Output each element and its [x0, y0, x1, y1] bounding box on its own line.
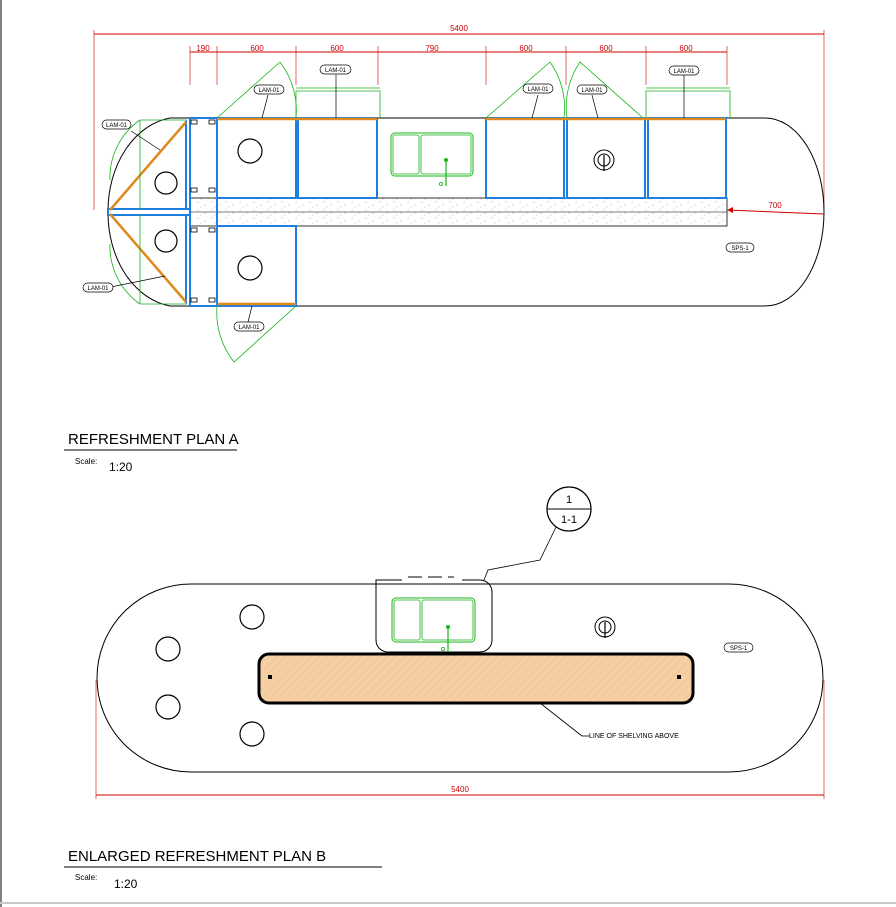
dim-190-label: 190	[196, 44, 210, 53]
svg-text:LAM-01: LAM-01	[324, 68, 347, 74]
shelving-note: LINE OF SHELVING ABOVE	[589, 733, 679, 740]
svg-text:LAM-01: LAM-01	[581, 88, 603, 94]
svg-text:LAM-01: LAM-01	[87, 286, 109, 292]
plan-b-scale-label: Scale:	[75, 873, 98, 882]
dim-overall-label-b: 5400	[451, 785, 469, 794]
svg-text:LAM-01: LAM-01	[238, 325, 260, 331]
dim-overall-label: 5400	[450, 24, 468, 33]
plan-a-scale-label: Scale:	[75, 457, 98, 466]
sink-icon	[392, 598, 475, 652]
svg-text:LAM-01: LAM-01	[105, 123, 128, 129]
lam-tag	[254, 85, 284, 118]
svg-text:LAM-01: LAM-01	[673, 69, 695, 75]
dim-700-label: 700	[768, 201, 782, 210]
plan-b-scale-value: 1:20	[114, 877, 138, 891]
dim-790-label: 790	[425, 44, 439, 53]
svg-text:SPS-1: SPS-1	[731, 246, 749, 252]
sps-tag	[726, 243, 754, 252]
stool-circles	[156, 605, 264, 746]
lam-tag	[669, 66, 699, 118]
plan-a-title: REFRESHMENT PLAN A	[68, 431, 239, 448]
lam-tag	[523, 84, 553, 118]
dim-600-label: 600	[519, 44, 533, 53]
tap-icon	[595, 617, 615, 638]
corner-cabinets	[105, 120, 190, 304]
svg-text:LAM-01: LAM-01	[527, 87, 549, 93]
svg-text:SPS-1: SPS-1	[729, 646, 748, 652]
lam-tag	[320, 65, 351, 118]
section-sheet: 1-1	[561, 514, 577, 526]
sink-icon	[391, 133, 473, 186]
dim-600-label: 600	[679, 44, 693, 53]
plan-a	[64, 24, 824, 474]
lam-tag	[83, 276, 165, 292]
sps-tag	[724, 643, 753, 652]
shelving-above	[259, 654, 693, 740]
cabinet-bottom	[217, 226, 296, 306]
section-number: 1	[565, 494, 573, 506]
dim-600-label: 600	[330, 44, 344, 53]
svg-text:LAM-01: LAM-01	[258, 88, 280, 94]
dimension-depth-a	[727, 201, 824, 214]
section-marker	[484, 487, 591, 580]
dim-600-label: 600	[250, 44, 264, 53]
plan-b-title: ENLARGED REFRESHMENT PLAN B	[68, 848, 327, 865]
plan-a-scale-value: 1:20	[109, 460, 133, 474]
dim-600-label: 600	[599, 44, 613, 53]
dimension-segments-a	[190, 44, 727, 85]
plan-b	[64, 487, 824, 891]
lam-tag	[234, 306, 264, 331]
lam-tag	[577, 85, 607, 118]
cabinet-run-top	[217, 118, 726, 198]
